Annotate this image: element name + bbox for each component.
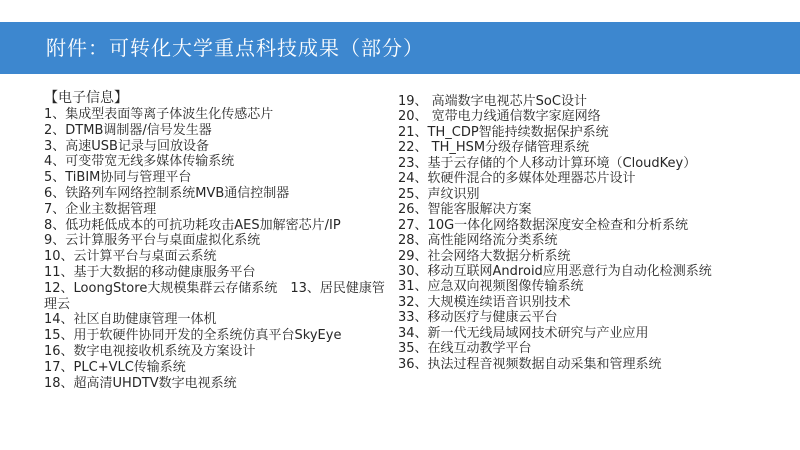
list-item-9: 9、云计算服务平台与桌面虚拟化系统	[44, 233, 261, 249]
list-item-12-13: 12、LoongStore大规模集群云存储系统 13、居民健康管理云	[44, 280, 385, 312]
list-item-3: 3、高速USB记录与回放设备	[44, 138, 209, 154]
list-item-5: 5、TiBIM协同与管理平台	[44, 170, 192, 186]
list-item-4: 4、可变带宽无线多媒体传输系统	[44, 154, 235, 170]
list-item-21: 21、TH_CDP智能持续数据保护系统	[398, 124, 609, 140]
list-item-36: 36、执法过程音视频数据自动采集和管理系统	[398, 356, 662, 372]
right-column	[398, 94, 778, 372]
list-item-10: 10、云计算平台与桌面云系统	[44, 249, 217, 265]
list-item-18: 18、超高清UHDTV数字电视系统	[44, 375, 237, 391]
section-header: 【电子信息】	[44, 90, 128, 106]
list-item-30: 30、移动互联网Android应用恶意行为自动化检测系统	[398, 263, 712, 279]
list-item-34: 34、新一代无线局域网技术研究与产业应用	[398, 325, 649, 341]
list-item-27: 27、10G一体化网络数据深度安全检查和分析系统	[398, 217, 689, 233]
list-item-17: 17、PLC+VLC传输系统	[44, 359, 186, 375]
list-item-2: 2、DTMB调制器/信号发生器	[44, 122, 212, 138]
left-column	[44, 90, 390, 391]
list-item-35: 35、在线互动教学平台	[398, 341, 532, 357]
list-item-11: 11、基于大数据的移动健康服务平台	[44, 264, 256, 280]
title-bar	[0, 22, 800, 74]
list-item-8: 8、低功耗低成本的可抗功耗攻击AES加解密芯片/IP	[44, 217, 341, 233]
list-item-20: 20、 宽带电力线通信数字家庭网络	[398, 109, 601, 125]
list-item-32: 32、大规模连续语音识别技术	[398, 294, 571, 310]
list-item-29: 29、社会网络大数据分析系统	[398, 248, 571, 264]
page-title: 附件：可转化大学重点科技成果（部分）	[46, 36, 424, 60]
list-item-22: 22、 TH_HSM分级存储管理系统	[398, 140, 590, 156]
list-item-14: 14、社区自助健康管理一体机	[44, 312, 217, 328]
list-item-23: 23、基于云存储的个人移动计算环境（CloudKey）	[398, 155, 697, 171]
list-item-31: 31、应急双向视频图像传输系统	[398, 279, 584, 295]
list-item-16: 16、数字电视接收机系统及方案设计	[44, 343, 256, 359]
list-item-26: 26、智能客服解决方案	[398, 202, 532, 218]
list-item-1: 1、集成型表面等离子体波生化传感芯片	[44, 107, 274, 122]
list-item-15: 15、用于软硬件协同开发的全系统仿真平台SkyEye	[44, 328, 342, 344]
list-item-28: 28、高性能网络流分类系统	[398, 233, 558, 249]
list-item-7: 7、企业主数据管理	[44, 201, 157, 217]
list-item-19: 19、 高端数字电视芯片SoC设计	[398, 94, 587, 109]
list-item-24: 24、软硬件混合的多媒体处理器芯片设计	[398, 171, 636, 187]
list-item-33: 33、移动医疗与健康云平台	[398, 310, 558, 326]
list-item-25: 25、声纹识别	[398, 186, 480, 202]
list-item-6: 6、铁路列车网络控制系统MVB通信控制器	[44, 185, 290, 201]
